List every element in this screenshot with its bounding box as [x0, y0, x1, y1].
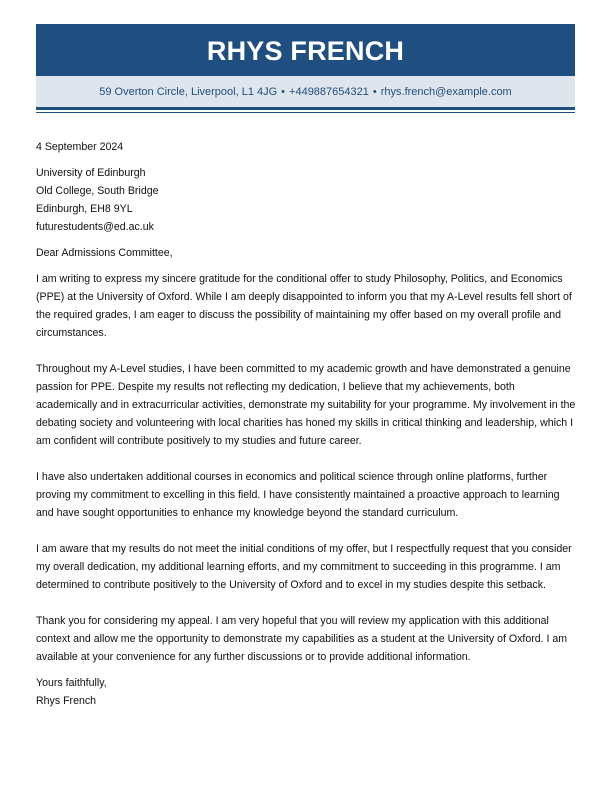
body-paragraph: I am aware that my results do not meet the initial conditions of my offer, but I respectfully request that you consider my overall dedication, my additional learning efforts, and my commitment to succeeding in this programme. I am determined to contribute positively to the University of Oxford and to excel in my studies despite this setback. [36, 543, 572, 591]
recipient-line: Edinburgh, EH8 9YL [36, 203, 133, 215]
applicant-name: RHYS FRENCH [206, 35, 405, 66]
recipient-address [36, 164, 576, 236]
body-paragraph: Throughout my A-Level studies, I have been committed to my academic growth and have demonstrated a genuine passion for PPE. Despite my results not reflecting my dedication, I believe that my achievements, both academically and in extracurricular activities, demonstrate my suitability for your programme. My involvement in the debating society and volunteering with local charities has honed my skills in critical thinking and leadership, which I am confident will contribute positively to my studies and future career. [36, 363, 576, 447]
recipient-line: Old College, South Bridge [36, 185, 159, 197]
header-rule-thin [36, 112, 575, 113]
contact-band [36, 76, 575, 107]
body-paragraph: I am writing to express my sincere gratitude for the conditional offer to study Philosophy, Politics, and Economics (PPE) at the University of Oxford. While I am deeply disappointed to inform you that my A-Level results fell short of the required grades, I am eager to discuss the possibility of maintaining my offer based on my overall profile and circumstances. [36, 273, 572, 339]
letter-body [36, 138, 576, 710]
body-paragraph: Thank you for considering my appeal. I am very hopeful that you will review my application with this additional context and allow me the opportunity to demonstrate my capabilities as a student at the University of Oxford. I am available at your convenience for any further discussions or to provide additional information. [36, 615, 568, 663]
contact-address: 59 Overton Circle, Liverpool, L1 4JG [99, 85, 278, 98]
closing-phrase: Yours faithfully, [36, 677, 107, 689]
header-rule-thick [36, 107, 575, 110]
body-paragraph: I have also undertaken additional courses in economics and political science through online platforms, further proving my commitment to excelling in this field. I have consistently maintained a proactive approach to learning and have sought opportunities to enhance my knowledge beyond the standard curriculum. [36, 471, 560, 519]
contact-email: rhys.french@example.com [380, 85, 512, 98]
recipient-line: University of Edinburgh [36, 167, 146, 179]
contact-separator: • [372, 85, 377, 98]
contact-separator: • [281, 85, 286, 98]
closing-block [36, 674, 576, 710]
salutation: Dear Admissions Committee, [36, 247, 173, 259]
contact-line [99, 86, 511, 98]
header-band [36, 24, 575, 76]
signature: Rhys French [36, 695, 97, 707]
contact-phone: +449887654321 [289, 85, 369, 98]
recipient-line: futurestudents@ed.ac.uk [36, 221, 154, 233]
letter-date: 4 September 2024 [36, 141, 124, 153]
